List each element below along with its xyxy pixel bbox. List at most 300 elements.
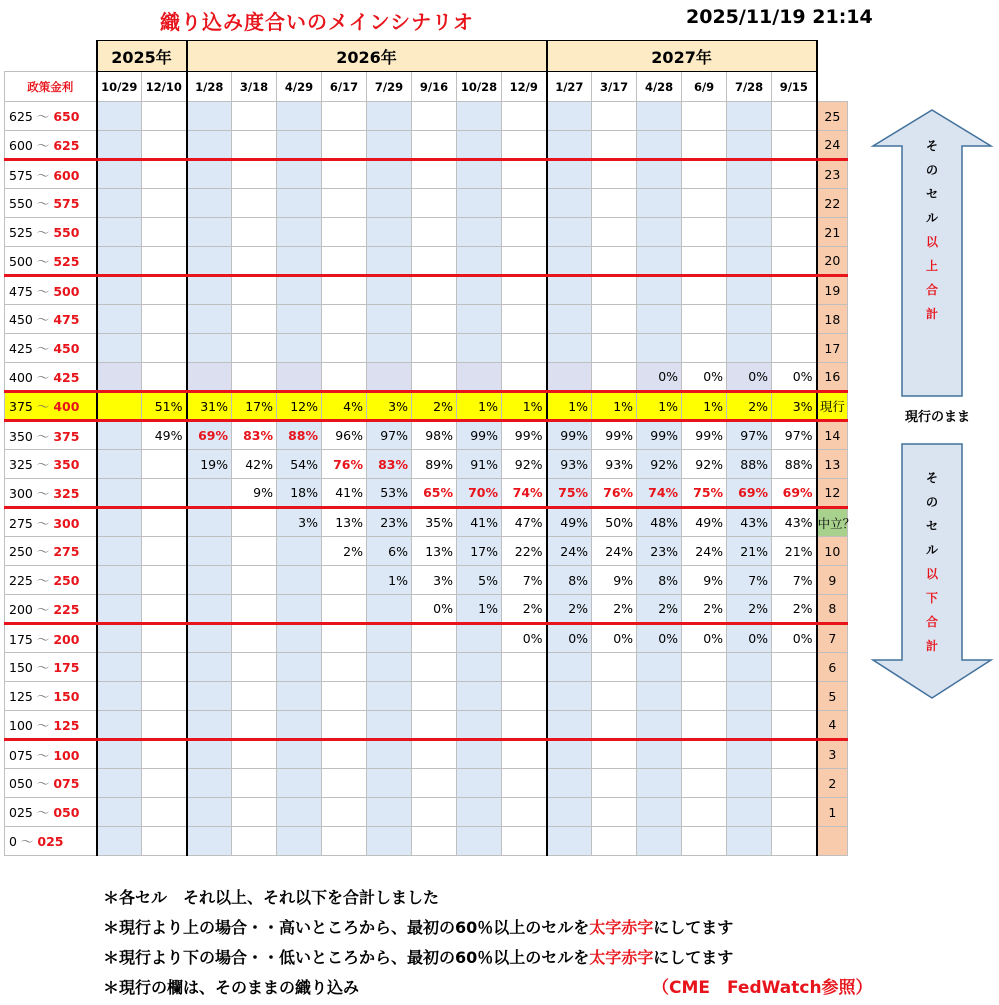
probability-cell — [502, 740, 547, 769]
probability-cell — [772, 189, 817, 218]
probability-cell — [322, 682, 367, 711]
probability-cell — [682, 218, 727, 247]
probability-cell — [457, 682, 502, 711]
row-number: 4 — [817, 711, 848, 740]
probability-cell: 92% — [682, 450, 727, 479]
probability-cell — [727, 827, 772, 856]
year-header-row — [5, 41, 848, 72]
probability-cell: 88% — [772, 450, 817, 479]
probability-cell — [187, 566, 232, 595]
notes — [103, 883, 733, 1003]
probability-cell — [97, 189, 142, 218]
rate-low: 100 — [9, 717, 33, 733]
probability-cell — [142, 131, 187, 160]
probability-cell — [277, 160, 322, 189]
note-line — [103, 973, 733, 1003]
probability-cell: 23% — [637, 537, 682, 566]
probability-cell — [592, 102, 637, 131]
probability-cell — [682, 798, 727, 827]
note-text: ＊現行の欄は、そのままの織り込み — [103, 978, 360, 997]
probability-cell — [592, 189, 637, 218]
probability-cell — [457, 363, 502, 392]
probability-cell — [322, 305, 367, 334]
row-number: 10 — [817, 537, 848, 566]
probability-cell — [97, 624, 142, 653]
probability-cell — [97, 363, 142, 392]
probability-cell — [142, 160, 187, 189]
probability-cell — [412, 798, 457, 827]
date-8: 10/28 — [457, 72, 502, 102]
rate-low: 050 — [9, 776, 33, 791]
probability-cell — [637, 305, 682, 334]
probability-cell — [322, 131, 367, 160]
date-0: 10/29 — [97, 72, 142, 102]
probability-cell — [322, 247, 367, 276]
rate-header: 政策金利 — [5, 72, 97, 102]
probability-cell — [772, 131, 817, 160]
probability-cell: 1% — [547, 392, 592, 421]
table-row — [5, 508, 848, 537]
probability-cell — [97, 334, 142, 363]
date-7: 9/16 — [412, 72, 457, 102]
probability-cell — [547, 653, 592, 682]
probability-cell — [592, 363, 637, 392]
row-number: 12 — [817, 479, 848, 508]
probability-cell — [322, 363, 367, 392]
date-15: 9/15 — [772, 72, 817, 102]
year-1: 2026年 — [187, 41, 547, 72]
probability-cell — [142, 479, 187, 508]
row-number: 23 — [817, 160, 848, 189]
probability-cell — [232, 595, 277, 624]
probability-cell — [277, 595, 322, 624]
probability-cell: 88% — [277, 421, 322, 450]
rate-tilde: ～ — [32, 485, 54, 501]
rate-range-label — [5, 566, 97, 595]
probability-cell — [277, 711, 322, 740]
probability-cell — [772, 740, 817, 769]
probability-cell — [277, 131, 322, 160]
rate-range-label — [5, 682, 97, 711]
probability-cell — [502, 798, 547, 827]
probability-cell — [367, 740, 412, 769]
probability-cell: 1% — [367, 566, 412, 595]
probability-cell: 0% — [502, 624, 547, 653]
probability-cell: 18% — [277, 479, 322, 508]
row-number: 18 — [817, 305, 848, 334]
rate-tilde: ～ — [32, 399, 54, 414]
rate-range-label — [5, 218, 97, 247]
probability-cell — [547, 682, 592, 711]
probability-cell: 93% — [547, 450, 592, 479]
rate-range-label — [5, 508, 97, 537]
arrow-char: ル — [925, 211, 938, 225]
rate-tilde: ～ — [32, 457, 54, 472]
rate-range-label — [5, 334, 97, 363]
probability-cell: 12% — [277, 392, 322, 421]
table-row — [5, 392, 848, 421]
probability-cell: 24% — [682, 537, 727, 566]
row-number: 1 — [817, 798, 848, 827]
probability-cell — [97, 247, 142, 276]
probability-cell: 76% — [592, 479, 637, 508]
table-row — [5, 624, 848, 653]
probability-cell — [142, 247, 187, 276]
probability-cell: 75% — [547, 479, 592, 508]
probability-cell — [592, 247, 637, 276]
probability-cell — [322, 827, 367, 856]
probability-cell — [772, 827, 817, 856]
probability-cell — [232, 711, 277, 740]
probability-cell — [187, 798, 232, 827]
probability-cell — [412, 305, 457, 334]
probability-cell: 2% — [322, 537, 367, 566]
probability-cell — [682, 682, 727, 711]
probability-cell — [97, 131, 142, 160]
row-number: 22 — [817, 189, 848, 218]
probability-cell — [367, 305, 412, 334]
probability-cell: 51% — [142, 392, 187, 421]
probability-cell — [232, 363, 277, 392]
rate-tilde: ～ — [32, 428, 54, 444]
probability-cell: 74% — [637, 479, 682, 508]
rate-low: 575 — [9, 167, 33, 183]
date-3: 3/18 — [232, 72, 277, 102]
rate-range-label — [5, 247, 97, 276]
rate-tilde: ～ — [32, 137, 54, 153]
probability-cell — [547, 305, 592, 334]
probability-cell — [457, 769, 502, 798]
probability-cell: 0% — [682, 624, 727, 653]
arrow-char: そ — [925, 471, 938, 485]
rate-low: 525 — [9, 225, 33, 240]
rate-high: 125 — [53, 717, 80, 733]
rate-range-label — [5, 392, 97, 421]
probability-cell — [97, 595, 142, 624]
rate-high: 550 — [53, 225, 80, 240]
probability-cell — [727, 247, 772, 276]
table-row — [5, 711, 848, 740]
probability-cell — [187, 276, 232, 305]
table-row — [5, 247, 848, 276]
rate-low: 400 — [9, 369, 33, 385]
probability-cell: 1% — [502, 392, 547, 421]
probability-cell — [187, 102, 232, 131]
rate-low: 275 — [9, 515, 33, 531]
probability-cell — [277, 334, 322, 363]
probability-cell: 24% — [547, 537, 592, 566]
probability-cell — [772, 334, 817, 363]
probability-cell — [637, 189, 682, 218]
row-number: 19 — [817, 276, 848, 305]
probability-cell — [97, 740, 142, 769]
row-number: 21 — [817, 218, 848, 247]
arrow-char: 上 — [925, 259, 938, 273]
probability-cell — [367, 160, 412, 189]
probability-cell — [637, 682, 682, 711]
probability-cell — [502, 682, 547, 711]
probability-cell: 9% — [592, 566, 637, 595]
rate-range-label — [5, 595, 97, 624]
probability-cell — [277, 827, 322, 856]
probability-cell: 70% — [457, 479, 502, 508]
probability-cell — [727, 798, 772, 827]
probability-cell — [457, 218, 502, 247]
timestamp: 2025/11/19 21:14 — [686, 6, 873, 28]
probability-cell — [637, 653, 682, 682]
probability-cell — [232, 189, 277, 218]
probability-cell — [97, 711, 142, 740]
rate-low: 625 — [9, 109, 33, 124]
probability-cell: 0% — [772, 363, 817, 392]
probability-cell: 99% — [637, 421, 682, 450]
probability-cell — [277, 769, 322, 798]
probability-cell — [232, 566, 277, 595]
probability-cell — [592, 131, 637, 160]
probability-cell — [727, 682, 772, 711]
rate-tilde: ～ — [32, 283, 54, 299]
rate-low: 350 — [9, 428, 33, 444]
probability-cell — [727, 102, 772, 131]
corner-blank — [5, 41, 97, 72]
probability-cell: 21% — [727, 537, 772, 566]
arrow-char: ル — [925, 543, 938, 557]
probability-cell — [547, 276, 592, 305]
probability-cell — [277, 276, 322, 305]
rate-low: 450 — [9, 312, 33, 327]
arrow-char: 計 — [925, 307, 938, 321]
rate-tilde: ～ — [32, 601, 54, 617]
year-blank-right — [817, 41, 848, 72]
probability-cell: 1% — [457, 392, 502, 421]
arrow-char: 下 — [925, 591, 938, 605]
row-number: 現行 — [817, 392, 848, 421]
probability-cell — [277, 624, 322, 653]
probability-cell — [322, 798, 367, 827]
probability-cell — [97, 798, 142, 827]
table-row — [5, 189, 848, 218]
probability-cell — [682, 131, 727, 160]
probability-cell: 1% — [682, 392, 727, 421]
probability-cell — [682, 827, 727, 856]
probability-cell — [97, 479, 142, 508]
probability-cell — [367, 624, 412, 653]
probability-cell — [142, 624, 187, 653]
probability-cell — [367, 247, 412, 276]
rate-high: 250 — [53, 573, 80, 588]
probability-cell — [637, 218, 682, 247]
probability-cell — [502, 131, 547, 160]
probability-cell — [772, 682, 817, 711]
probability-cell — [97, 218, 142, 247]
arrow-char: 以 — [925, 567, 938, 581]
note-line — [103, 913, 733, 943]
probability-cell — [367, 595, 412, 624]
probability-cell — [277, 305, 322, 334]
rate-range-label — [5, 653, 97, 682]
rate-high: 275 — [53, 544, 80, 559]
rate-low: 375 — [9, 399, 33, 414]
table-row — [5, 740, 848, 769]
row-number: 20 — [817, 247, 848, 276]
probability-cell — [592, 682, 637, 711]
probability-cell: 83% — [367, 450, 412, 479]
probability-cell: 7% — [772, 566, 817, 595]
probability-cell — [232, 798, 277, 827]
table-row — [5, 102, 848, 131]
probability-cell — [367, 102, 412, 131]
probability-cell — [412, 189, 457, 218]
note-text-post: にしてます — [653, 918, 734, 937]
rate-tilde: ～ — [32, 253, 54, 269]
probability-cell — [367, 769, 412, 798]
date-1: 12/10 — [142, 72, 187, 102]
probability-cell — [142, 653, 187, 682]
probability-cell: 41% — [457, 508, 502, 537]
rate-low: 300 — [9, 485, 33, 501]
note-line — [103, 883, 733, 913]
probability-cell — [547, 247, 592, 276]
probability-cell — [97, 450, 142, 479]
probability-cell: 13% — [322, 508, 367, 537]
probability-cell — [187, 479, 232, 508]
probability-cell — [232, 160, 277, 189]
probability-cell — [277, 566, 322, 595]
probability-cell — [637, 740, 682, 769]
rate-tilde: ～ — [32, 196, 54, 211]
probability-cell: 99% — [547, 421, 592, 450]
probability-cell — [97, 102, 142, 131]
rate-low: 175 — [9, 631, 33, 647]
probability-cell — [592, 711, 637, 740]
probability-cell: 3% — [412, 566, 457, 595]
probability-cell: 69% — [727, 479, 772, 508]
probability-cell: 0% — [772, 624, 817, 653]
rate-tilde: ～ — [32, 225, 54, 240]
date-4: 4/29 — [277, 72, 322, 102]
row-number: 9 — [817, 566, 848, 595]
probability-cell — [502, 189, 547, 218]
probability-cell — [232, 827, 277, 856]
probability-cell: 65% — [412, 479, 457, 508]
rate-high: 050 — [53, 805, 80, 820]
probability-cell: 2% — [772, 595, 817, 624]
probability-cell: 0% — [637, 624, 682, 653]
probability-cell — [367, 798, 412, 827]
probability-cell — [367, 682, 412, 711]
rate-tilde: ～ — [32, 369, 54, 385]
note-emphasis: 太字赤字 — [589, 918, 654, 937]
probability-cell: 75% — [682, 479, 727, 508]
row-number: 3 — [817, 740, 848, 769]
rate-tilde: ～ — [32, 109, 54, 124]
rate-high: 350 — [53, 457, 80, 472]
probability-cell — [457, 276, 502, 305]
probability-cell — [547, 769, 592, 798]
probability-cell — [727, 160, 772, 189]
row-number: 中立？ — [817, 508, 848, 537]
row-number: 5 — [817, 682, 848, 711]
probability-cell: 22% — [502, 537, 547, 566]
probability-cell — [727, 334, 772, 363]
date-14: 7/28 — [727, 72, 772, 102]
probability-cell — [187, 189, 232, 218]
probability-cell — [682, 334, 727, 363]
probability-cell — [592, 276, 637, 305]
probability-cell — [547, 160, 592, 189]
rate-low: 225 — [9, 573, 33, 588]
probability-cell — [547, 334, 592, 363]
probability-cell: 91% — [457, 450, 502, 479]
probability-cell — [772, 276, 817, 305]
probability-cell — [637, 160, 682, 189]
probability-cell — [682, 769, 727, 798]
note-text-post: にしてます — [653, 948, 734, 967]
probability-cell — [187, 131, 232, 160]
year-0: 2025年 — [97, 41, 187, 72]
probability-cell: 0% — [547, 624, 592, 653]
probability-cell — [457, 711, 502, 740]
probability-cell — [277, 682, 322, 711]
probability-cell — [412, 653, 457, 682]
probability-cell — [637, 102, 682, 131]
probability-cell — [187, 624, 232, 653]
probability-cell: 43% — [727, 508, 772, 537]
probability-cell — [142, 508, 187, 537]
probability-cell — [547, 218, 592, 247]
probability-cell — [637, 247, 682, 276]
probability-cell: 0% — [637, 363, 682, 392]
rate-low: 600 — [9, 137, 33, 153]
probability-cell — [457, 653, 502, 682]
rate-high: 425 — [53, 369, 80, 385]
probability-cell: 96% — [322, 421, 367, 450]
probability-cell — [232, 334, 277, 363]
probability-cell — [682, 740, 727, 769]
arrow-down-icon — [870, 442, 994, 700]
probability-cell — [502, 711, 547, 740]
probability-cell — [457, 740, 502, 769]
probability-cell — [232, 131, 277, 160]
table-row — [5, 769, 848, 798]
probability-cell — [502, 218, 547, 247]
probability-cell — [547, 189, 592, 218]
date-6: 7/29 — [367, 72, 412, 102]
rate-high: 500 — [53, 283, 80, 299]
page-title: 織り込み度合いのメインシナリオ — [160, 10, 474, 34]
note-text: ＊現行より下の場合・・低いところから、最初の60％以上のセルを — [103, 948, 590, 967]
probability-cell — [187, 160, 232, 189]
rate-tilde: ～ — [32, 515, 54, 531]
row-number: 16 — [817, 363, 848, 392]
probability-cell — [97, 537, 142, 566]
probability-cell — [322, 160, 367, 189]
rate-low: 500 — [9, 253, 33, 269]
source-note: （CME FedWatch参照） — [652, 978, 873, 998]
probability-cell: 21% — [772, 537, 817, 566]
probability-cell — [727, 131, 772, 160]
probability-cell — [142, 218, 187, 247]
rate-tilde: ～ — [32, 660, 54, 675]
probability-cell — [772, 160, 817, 189]
rate-high: 300 — [53, 515, 80, 531]
note-line — [103, 943, 733, 973]
probability-cell — [772, 769, 817, 798]
probability-cell — [142, 305, 187, 334]
probability-cell — [187, 595, 232, 624]
probability-cell — [502, 276, 547, 305]
probability-cell — [727, 276, 772, 305]
